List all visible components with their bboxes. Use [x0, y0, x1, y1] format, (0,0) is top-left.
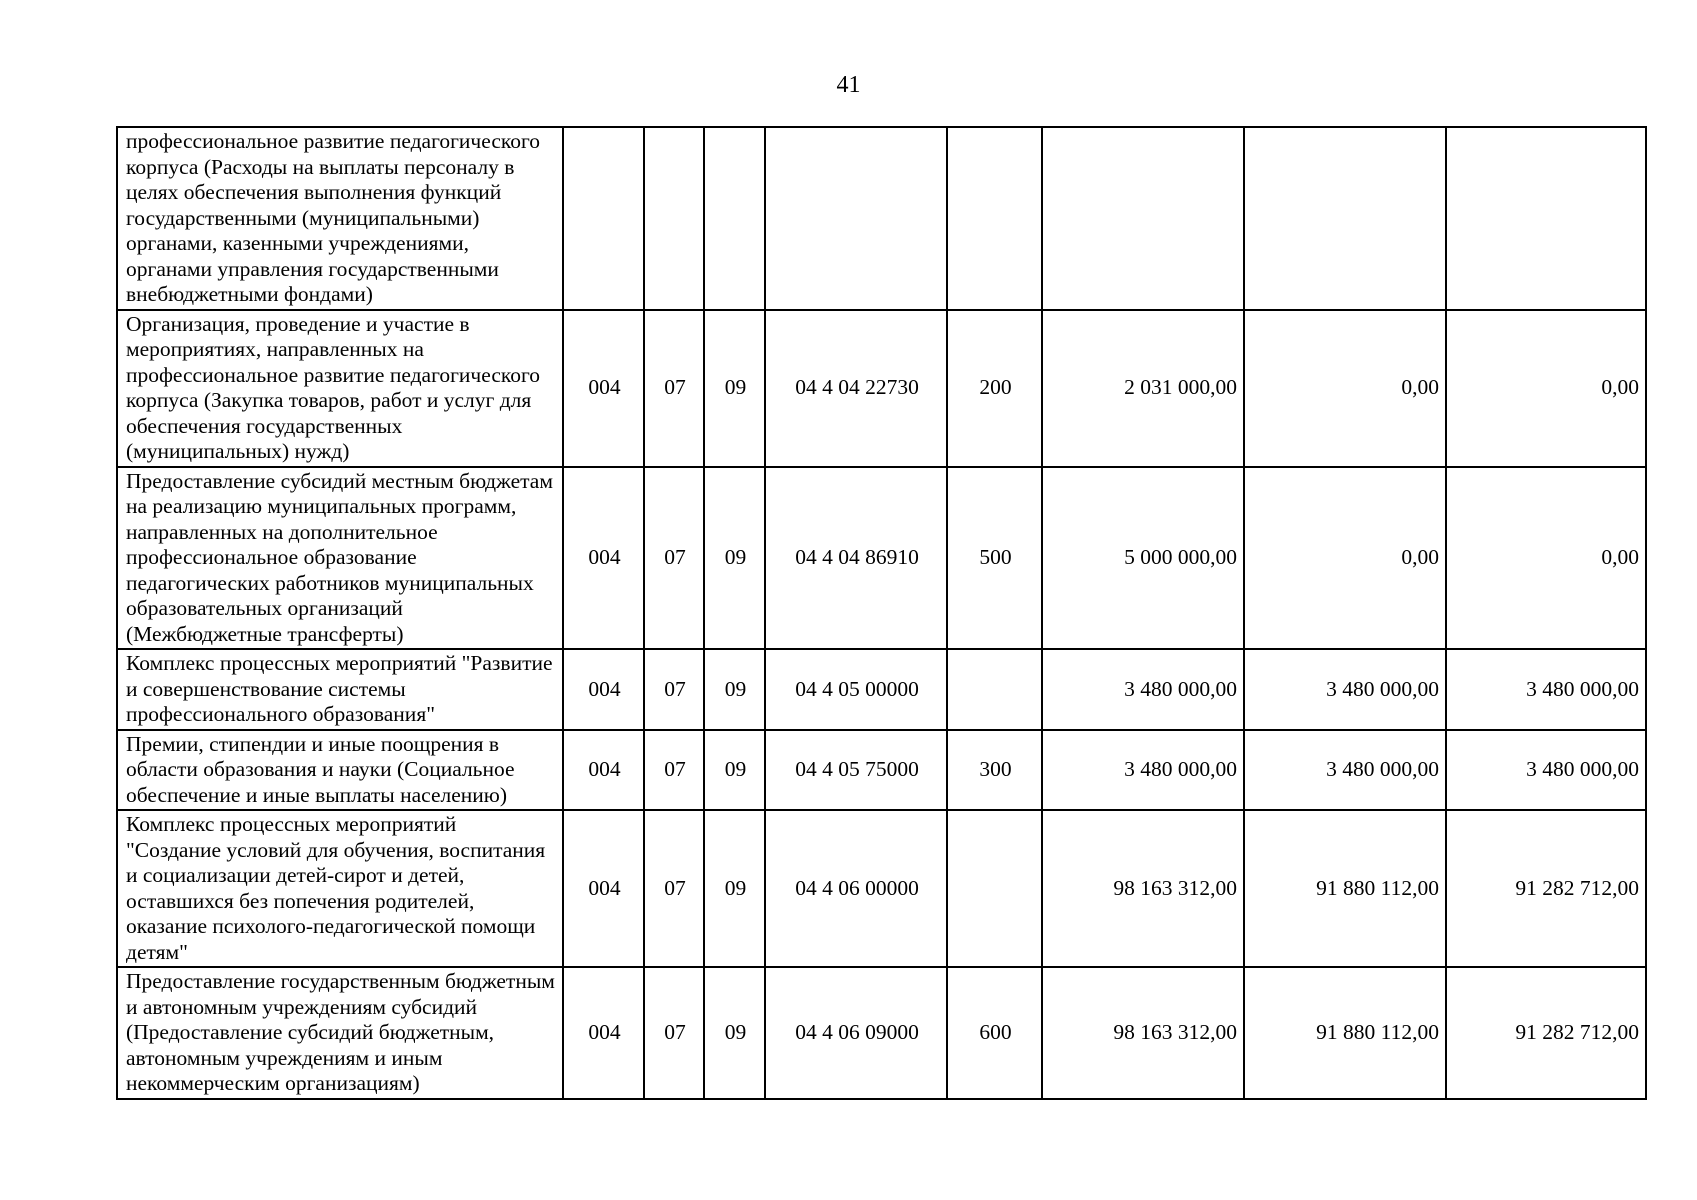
ministry-code: 004 — [563, 310, 644, 467]
expense-type-code: 500 — [947, 467, 1042, 650]
table-row — [117, 730, 1646, 811]
amount-year-3: 3 480 000,00 — [1446, 649, 1646, 730]
expense-type-code — [947, 127, 1042, 310]
section-code: 07 — [644, 730, 704, 811]
section-code: 07 — [644, 649, 704, 730]
section-code — [644, 127, 704, 310]
target-article-code: 04 4 06 00000 — [765, 810, 947, 967]
target-article-code: 04 4 06 09000 — [765, 967, 947, 1099]
ministry-code — [563, 127, 644, 310]
row-description: Комплекс процессных мероприятий "Создание условий для обучения, воспитания и социализации детей-сирот и детей, оставшихся без попечения родителей, оказание психолого-педагогической помощи детям" — [117, 810, 563, 967]
section-code: 07 — [644, 467, 704, 650]
amount-year-2: 3 480 000,00 — [1244, 730, 1446, 811]
section-code: 07 — [644, 967, 704, 1099]
target-article-code: 04 4 05 00000 — [765, 649, 947, 730]
amount-year-1: 3 480 000,00 — [1042, 730, 1244, 811]
amount-year-2: 0,00 — [1244, 310, 1446, 467]
ministry-code: 004 — [563, 967, 644, 1099]
amount-year-2: 91 880 112,00 — [1244, 810, 1446, 967]
target-article-code: 04 4 04 86910 — [765, 467, 947, 650]
table-row — [117, 467, 1646, 650]
table-row — [117, 810, 1646, 967]
ministry-code: 004 — [563, 649, 644, 730]
section-code: 07 — [644, 810, 704, 967]
row-description: Премии, стипендии и иные поощрения в области образования и науки (Социальное обеспечение и иные выплаты населению) — [117, 730, 563, 811]
table-row — [117, 649, 1646, 730]
subsection-code: 09 — [704, 730, 765, 811]
expense-type-code: 200 — [947, 310, 1042, 467]
expense-type-code: 300 — [947, 730, 1042, 811]
expense-type-code: 600 — [947, 967, 1042, 1099]
subsection-code: 09 — [704, 649, 765, 730]
amount-year-1: 3 480 000,00 — [1042, 649, 1244, 730]
amount-year-2: 91 880 112,00 — [1244, 967, 1446, 1099]
subsection-code — [704, 127, 765, 310]
amount-year-3: 0,00 — [1446, 310, 1646, 467]
table-row — [117, 967, 1646, 1099]
subsection-code: 09 — [704, 810, 765, 967]
row-description: профессиональное развитие педагогического корпуса (Расходы на выплаты персоналу в целях обеспечения выполнения функций государственными (муниципальными) органами, казенными учреждениями, органами управления государственными внебюджетными фондами) — [117, 127, 563, 310]
amount-year-3: 0,00 — [1446, 467, 1646, 650]
amount-year-1: 98 163 312,00 — [1042, 967, 1244, 1099]
table-row — [117, 310, 1646, 467]
page-number: 41 — [836, 72, 861, 98]
row-description: Предоставление государственным бюджетным и автономным учреждениям субсидий (Предоставление субсидий бюджетным, автономным учреждениям и иным некоммерческим организациям) — [117, 967, 563, 1099]
subsection-code: 09 — [704, 467, 765, 650]
ministry-code: 004 — [563, 467, 644, 650]
section-code: 07 — [644, 310, 704, 467]
amount-year-2: 3 480 000,00 — [1244, 649, 1446, 730]
amount-year-2: 0,00 — [1244, 467, 1446, 650]
target-article-code — [765, 127, 947, 310]
amount-year-3: 91 282 712,00 — [1446, 810, 1646, 967]
subsection-code: 09 — [704, 310, 765, 467]
amount-year-3 — [1446, 127, 1646, 310]
amount-year-1: 98 163 312,00 — [1042, 810, 1244, 967]
amount-year-1: 5 000 000,00 — [1042, 467, 1244, 650]
budget-table — [116, 126, 1647, 1100]
expense-type-code — [947, 649, 1042, 730]
target-article-code: 04 4 04 22730 — [765, 310, 947, 467]
amount-year-1: 2 031 000,00 — [1042, 310, 1244, 467]
amount-year-2 — [1244, 127, 1446, 310]
ministry-code: 004 — [563, 730, 644, 811]
ministry-code: 004 — [563, 810, 644, 967]
target-article-code: 04 4 05 75000 — [765, 730, 947, 811]
table-row — [117, 127, 1646, 310]
subsection-code: 09 — [704, 967, 765, 1099]
amount-year-1 — [1042, 127, 1244, 310]
amount-year-3: 91 282 712,00 — [1446, 967, 1646, 1099]
row-description: Комплекс процессных мероприятий "Развитие и совершенствование системы профессионального образования" — [117, 649, 563, 730]
amount-year-3: 3 480 000,00 — [1446, 730, 1646, 811]
row-description: Организация, проведение и участие в мероприятиях, направленных на профессиональное развитие педагогического корпуса (Закупка товаров, работ и услуг для обеспечения государственных (муниципальных) нужд) — [117, 310, 563, 467]
row-description: Предоставление субсидий местным бюджетам на реализацию муниципальных программ, направленных на дополнительное профессиональное образование педагогических работников муниципальных образовательных организаций (Межбюджетные трансферты) — [117, 467, 563, 650]
expense-type-code — [947, 810, 1042, 967]
